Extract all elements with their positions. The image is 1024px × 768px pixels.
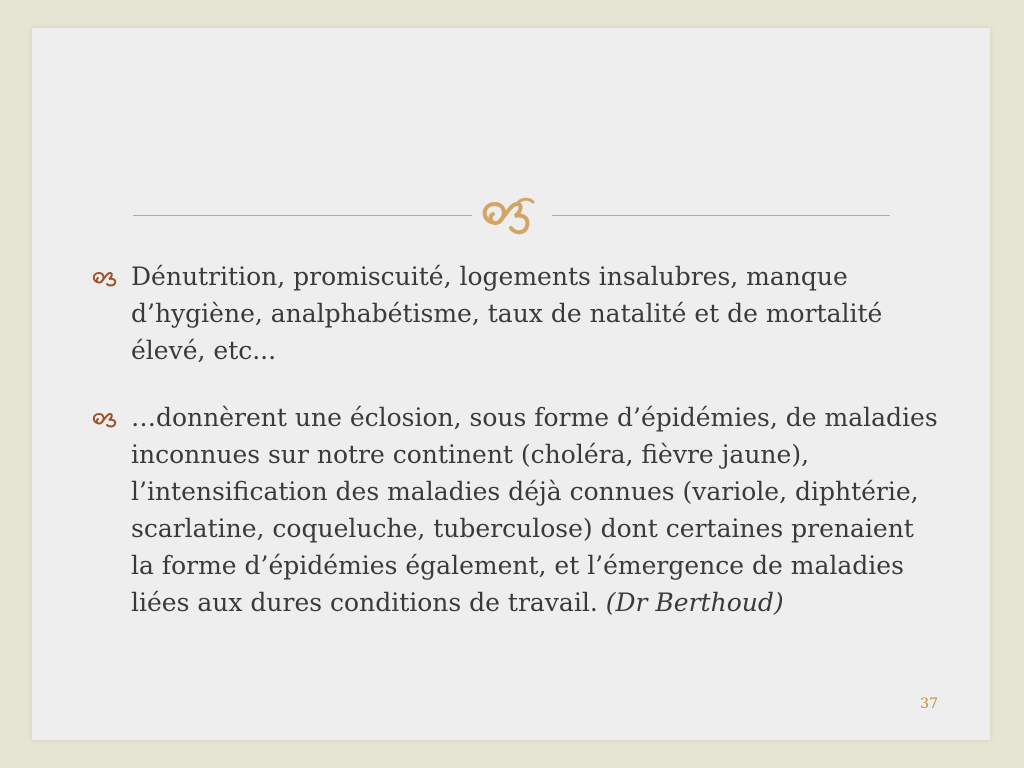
bullet-item <box>84 258 944 369</box>
slide <box>32 28 990 740</box>
bullet-text: …donnèrent une éclosion, sous forme d’épidémies, de maladies inconnues sur notre continent (choléra, fièvre jaune), l’intensification des maladies déjà connues (variole, diphtérie, scarlatine, coqueluche, tuberculose) dont certaines prenaient la forme d’épidémies également, et l’émergence de maladies liées aux dures conditions de travail. <box>131 403 938 617</box>
bullet-list <box>84 258 944 651</box>
citation: (Dr Berthoud) <box>605 588 784 617</box>
page-number: 37 <box>920 696 938 712</box>
bullet-text: Dénutrition, promiscuité, logements insalubres, manque d’hygiène, analphabétisme, taux de natalité et de mortalité élevé, etc... <box>131 262 883 365</box>
flourish-bullet-icon <box>91 410 127 428</box>
bullet-item <box>84 399 944 621</box>
flourish-ornament-icon <box>472 188 552 244</box>
flourish-bullet-icon <box>91 269 127 287</box>
